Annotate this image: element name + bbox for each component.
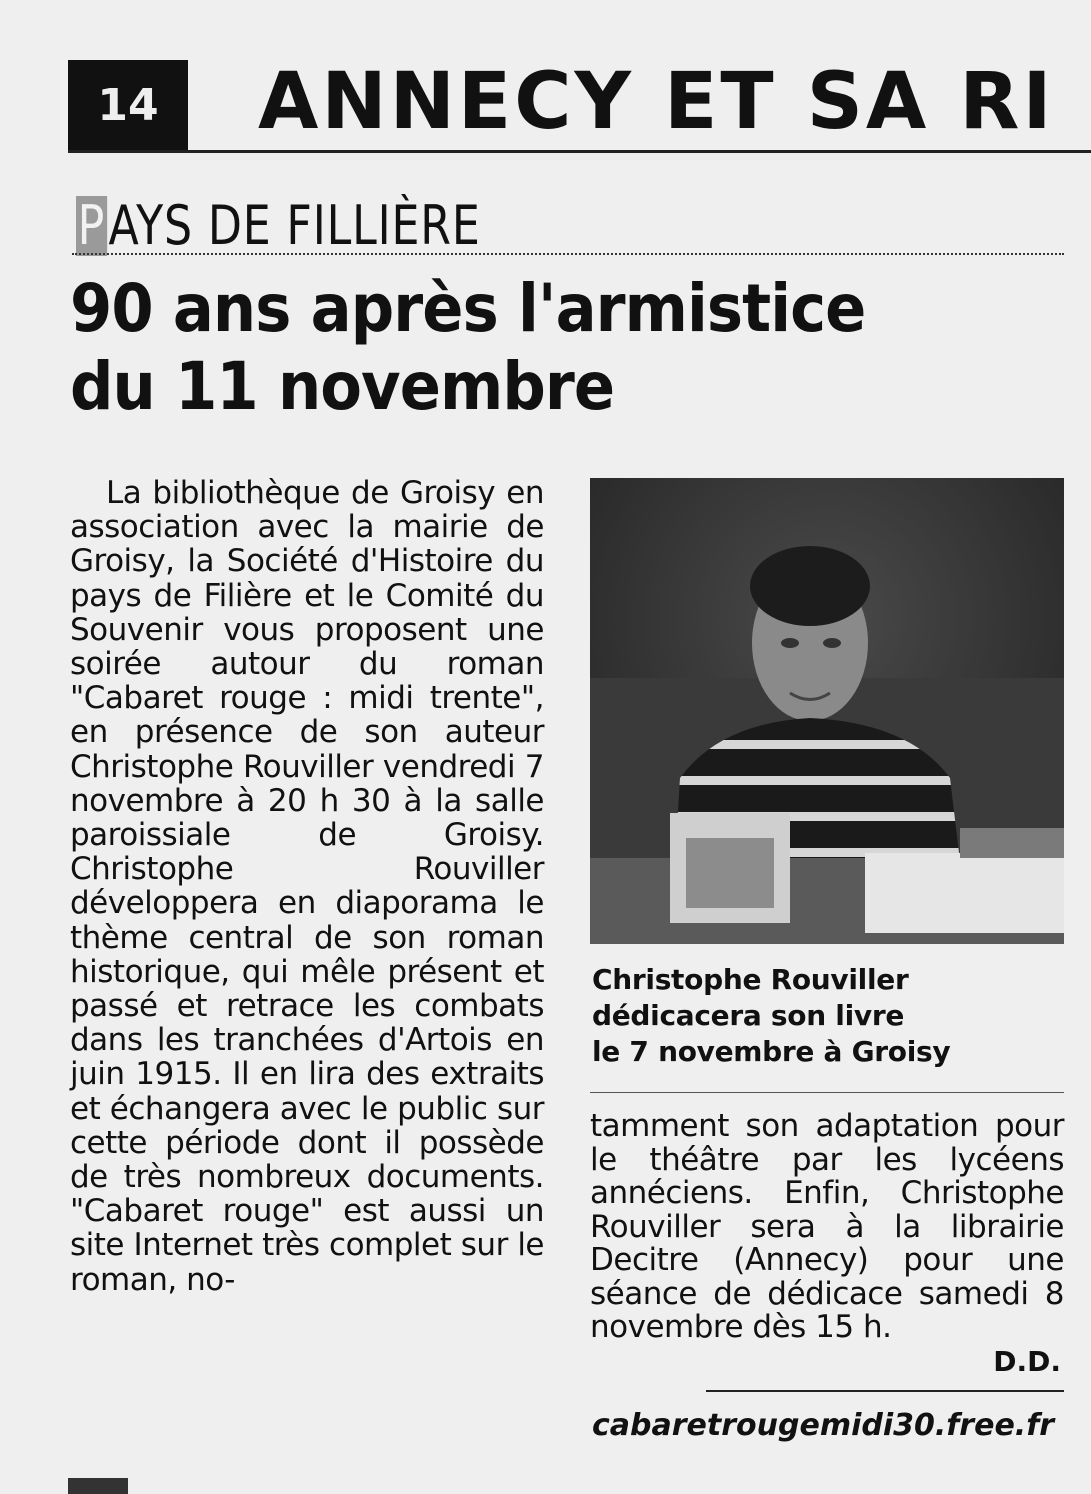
rubric (76, 196, 481, 256)
next-article-marker (68, 1478, 128, 1494)
website-divider (706, 1390, 1064, 1392)
rubric-divider (72, 253, 1064, 255)
caption-line-1: Christophe Rouviller (592, 963, 909, 996)
article-body-column-2: tamment son adaptation pour le théâtre par les lycéens annéciens. Enfin, Christophe Rouviller sera à la librairie Decitre (Annecy) pour une séance de dédicace samedi 8 novembre dès 15 h. (590, 1108, 1064, 1345)
headline (70, 270, 898, 426)
caption-line-2: dédicacera son livre (592, 999, 905, 1032)
page-number: 14 (68, 60, 188, 150)
caption-line-3: le 7 novembre à Groisy (592, 1035, 951, 1068)
headline-line-2: du 11 novembre (70, 348, 615, 425)
rubric-initial: P (77, 194, 106, 257)
article-body-column-1: La bibliothèque de Groisy en association avec la mairie de Groisy, la Société d'Histoire du pays de Filière et le Comité du Souvenir vous proposent une soirée autour du roman "Cabaret rouge : midi trente", en présence de son auteur Christophe Rouviller vendredi 7 novembre à 20 h 30 à la salle paroissiale de Groisy. Christophe Rouviller développera en diaporama le thème central de son roman historique, qui mêle présent et passé et retrace les combats dans les tranchées d'Artois en juin 1915. Il en lira des extraits et échangera avec le public sur cette période dont il possède de très nombreux documents. "Cabaret rouge" est aussi un site Internet très complet sur le roman, no- (70, 475, 544, 1298)
caption-divider (590, 1092, 1064, 1093)
author-photo (590, 478, 1064, 944)
rubric-text: AYS DE FILLIÈRE (108, 194, 481, 257)
author-photo-image (590, 478, 1064, 944)
header-rule (68, 150, 1091, 153)
website-link[interactable]: cabaretrougemidi30.free.fr (592, 1408, 1055, 1443)
headline-line-1: 90 ans après l'armistice (70, 270, 866, 347)
photo-caption (592, 962, 1072, 1070)
author-signature: D.D. (993, 1345, 1061, 1378)
section-title: ANNECY ET SA RI (258, 57, 1055, 147)
